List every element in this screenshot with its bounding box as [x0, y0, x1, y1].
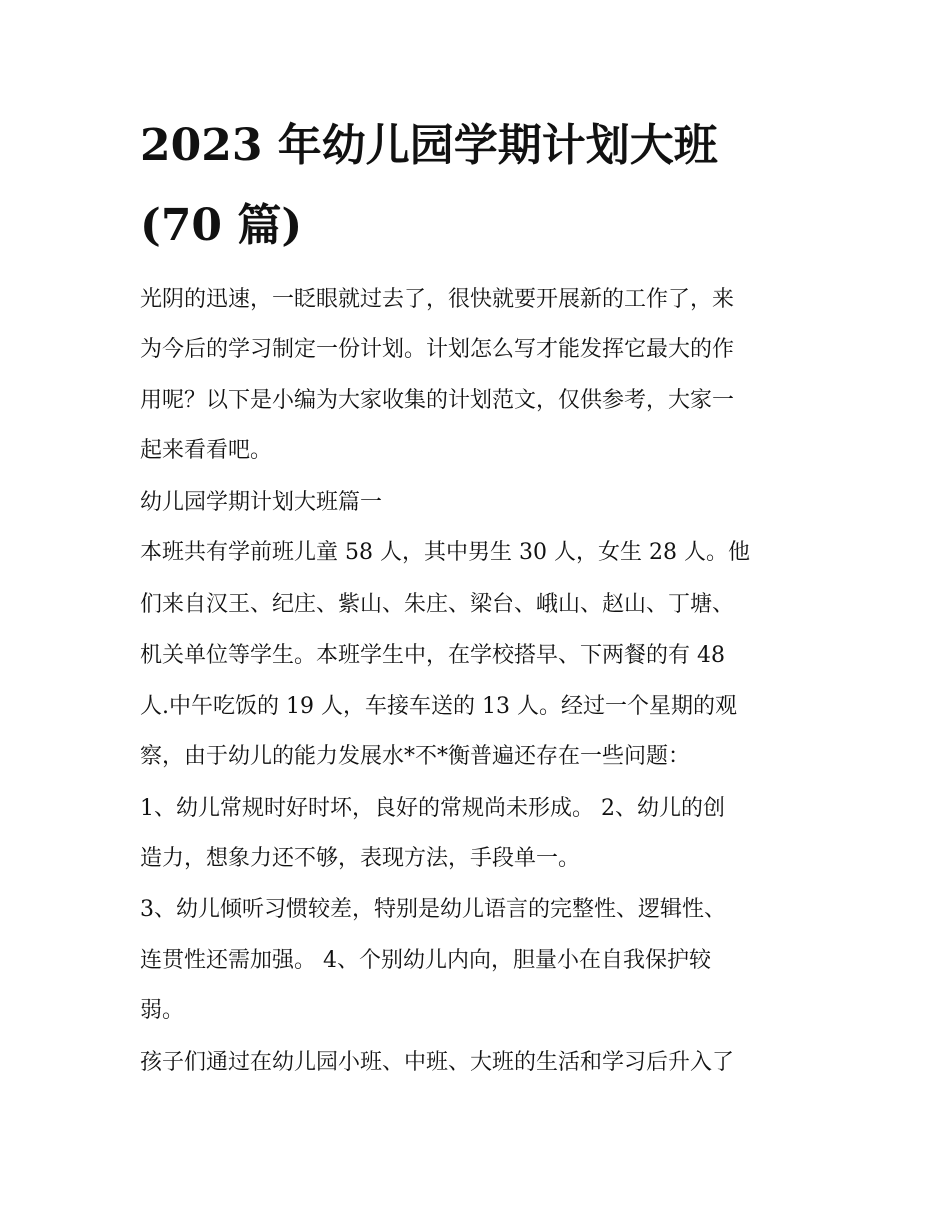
body-line-3: 用呢？以下是小编为大家收集的计划范文，仅供参考，大家一 — [140, 388, 735, 413]
body-line-12: 造力，想象力还不够，表现方法，手段单一。 — [140, 846, 581, 871]
body-line-1: 光阴的迅速，一眨眼就过去了，很快就要开展新的工作了，来 — [140, 287, 735, 312]
body-line-14: 连贯性还需加强。 4、个别幼儿内向，胆量小在自我保护较 — [140, 948, 711, 973]
body-line-15: 弱。 — [140, 998, 185, 1023]
body-line-9: 人.中午吃饭的 19 人，车接车送的 13 人。经过一个星期的观 — [140, 694, 737, 719]
body-line-8: 机关单位等学生。本班学生中，在学校搭早、下两餐的有 48 — [140, 643, 725, 668]
document-title-line-1: 2023 年幼儿园学期计划大班 — [140, 120, 718, 171]
document-title-line-2: (70 篇) — [140, 200, 303, 251]
body-line-11: 1、幼儿常规时好时坏，良好的常规尚未形成。 2、幼儿的创 — [140, 796, 725, 821]
body-line-2: 为今后的学习制定一份计划。计划怎么写才能发挥它最大的作 — [140, 337, 735, 362]
body-line-4: 起来看看吧。 — [140, 438, 273, 463]
body-line-7: 们来自汉王、纪庄、紫山、朱庄、梁台、峨山、赵山、丁塘、 — [140, 592, 735, 617]
body-line-6: 本班共有学前班儿童 58 人，其中男生 30 人，女生 28 人。他 — [140, 540, 750, 565]
section-heading: 幼儿园学期计划大班篇一 — [140, 490, 383, 515]
body-line-13: 3、幼儿倾听习惯较差，特别是幼儿语言的完整性、逻辑性、 — [140, 897, 726, 922]
body-line-10: 察，由于幼儿的能力发展水*不*衡普遍还存在一些问题： — [140, 744, 691, 769]
body-line-16: 孩子们通过在幼儿园小班、中班、大班的生活和学习后升入了 — [140, 1050, 735, 1075]
